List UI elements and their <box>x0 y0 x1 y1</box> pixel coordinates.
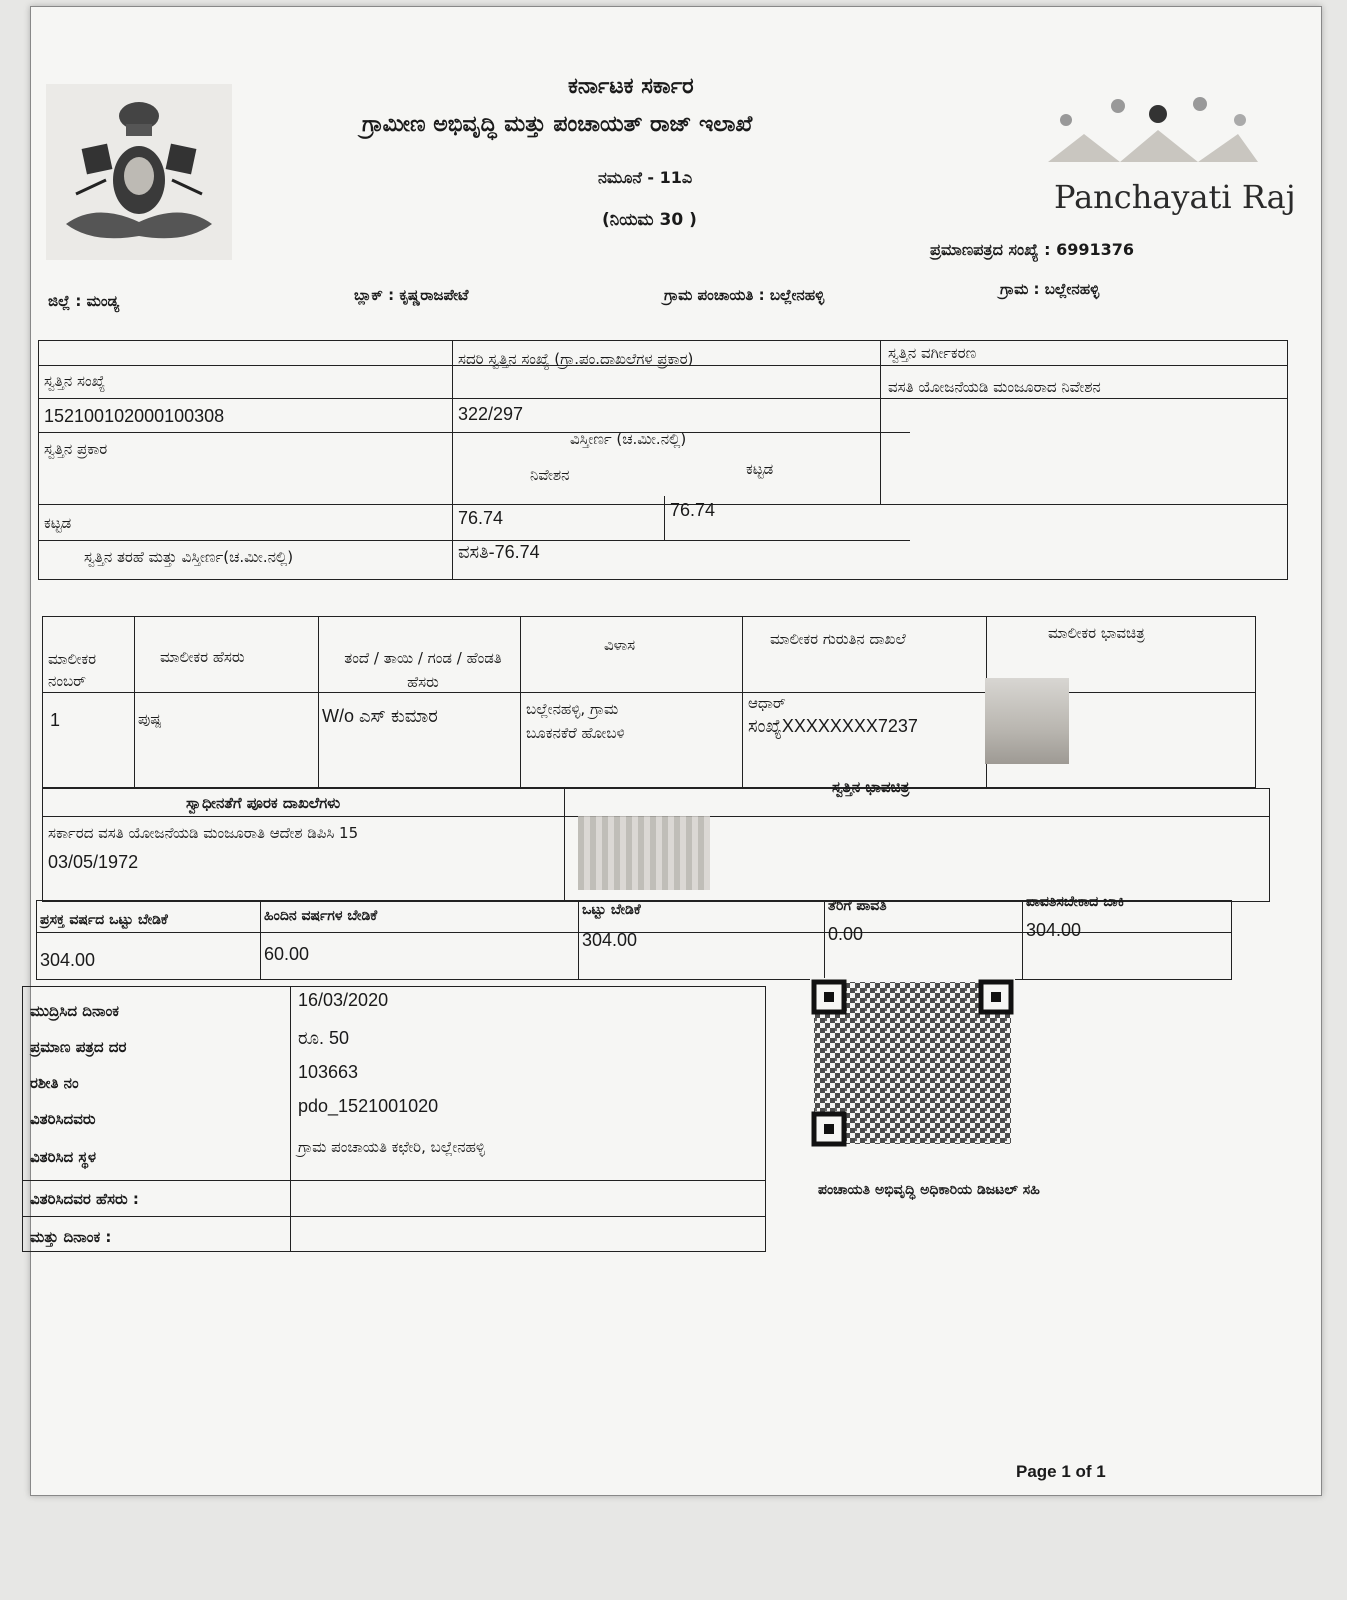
print-date-value: 16/03/2020 <box>298 990 389 1010</box>
gp-property-number-value: 322/297 <box>458 404 524 424</box>
relation-header: ತಂದೆ / ತಾಯಿ / ಗಂಡ / ಹೆಂಡತಿ ಹೆಸರು <box>344 649 502 691</box>
building-label: ಕಟ್ಟಡ <box>746 460 774 478</box>
certificate-fee-label: ಪ್ರಮಾಣ ಪತ್ರದ ದರ <box>30 1038 127 1056</box>
classification-value: ವಸತಿ ಯೋಜನೆಯಡಿ ಮಂಜೂರಾದ ನಿವೇಶನ <box>888 378 1101 396</box>
owner-number-header: ಮಾಲೀಕರ ನಂಬರ್ <box>48 650 97 690</box>
gov-title: ಕರ್ನಾಟಕ ಸರ್ಕಾರ <box>568 74 694 99</box>
issued-by-value: pdo_1521001020 <box>298 1096 439 1116</box>
property-table <box>38 340 1288 580</box>
photo-header: ಮಾಲೀಕರ ಭಾವಚಿತ್ರ <box>1048 624 1145 642</box>
receipt-number-value: 103663 <box>298 1062 359 1082</box>
balance-due-label: ಪಾವತಿಸಬೇಕಾದ ಬಾಕಿ <box>1026 894 1125 910</box>
owner-id-line1: ಆಧಾರ್ <box>748 694 786 712</box>
previous-years-demand-value: 60.00 <box>264 944 310 964</box>
address-header: ವಿಳಾಸ <box>604 636 636 654</box>
tax-paid-value: 0.00 <box>828 924 864 944</box>
classification-label: ಸ್ವತ್ತಿನ ವರ್ಗೀಕರಣ <box>888 344 977 362</box>
kind-area-value: ವಸತಿ-76.74 <box>458 542 540 562</box>
possession-docs-label: ಸ್ವಾಧೀನತೆಗೆ ಪೂರಕ ದಾಖಲೆಗಳು <box>186 794 341 812</box>
property-type-label: ಸ್ವತ್ತಿನ ಪ್ರಕಾರ <box>44 440 108 458</box>
karnataka-emblem <box>46 84 232 260</box>
form-name: ನಮೂನೆ - 11ಎ <box>598 168 693 187</box>
property-number-label: ಸ್ವತ್ತಿನ ಸಂಖ್ಯೆ <box>44 372 106 390</box>
issued-place-label: ವಿತರಿಸಿದ ಸ್ಥಳ <box>30 1148 97 1166</box>
property-photo-label: ಸ್ವತ್ತಿನ ಭಾವಚಿತ್ರ <box>832 778 910 796</box>
certificate-number: ಪ್ರಮಾಣಪತ್ರದ ಸಂಖ್ಯೆ : 6991376 <box>930 240 1135 259</box>
digital-signature-label: ಪಂಚಾಯತಿ ಅಭಿವೃದ್ಧಿ ಅಧಿಕಾರಿಯ ಡಿಜಟಲ್ ಸಹಿ <box>818 1182 1040 1198</box>
issued-by-label: ವಿತರಿಸಿದವರು <box>30 1110 96 1128</box>
print-date-label: ಮುದ್ರಿಸಿದ ದಿನಾಂಕ <box>30 1002 119 1020</box>
id-doc-header: ಮಾಲೀಕರ ಗುರುತಿನ ದಾಖಲೆ <box>770 630 906 648</box>
total-demand-value: 304.00 <box>582 930 638 950</box>
owner-name: ಪುಷ್ಪ <box>138 710 162 728</box>
total-demand-label: ಒಟ್ಟು ಬೇಡಿಕೆ <box>582 902 641 918</box>
receipt-number-label: ರಶೀತಿ ನಂ <box>30 1074 79 1092</box>
district: ಜಿಲ್ಲೆ : ಮಂಡ್ಯ <box>48 292 120 310</box>
rule-number: (ನಿಯಮ 30 ) <box>602 210 697 230</box>
village: ಗ್ರಾಮ : ಬಲ್ಲೇನಹಳ್ಳಿ <box>1000 280 1100 298</box>
certificate-fee-value: ರೂ. 50 <box>298 1028 350 1048</box>
site-area-value: 76.74 <box>458 508 504 528</box>
owner-photo <box>985 678 1069 764</box>
kind-area-label: ಸ್ವತ್ತಿನ ತರಹೆ ಮತ್ತು ವಿಸ್ತೀರ್ಣ(ಚ.ಮೀ.ನಲ್ಲಿ) <box>84 548 294 566</box>
tax-paid-label: ತೆರಿಗೆ ಪಾವತಿ <box>828 898 887 914</box>
qr-code <box>810 978 1015 1148</box>
area-label: ವಿಸ್ತೀರ್ಣ (ಚ.ಮೀ.ನಲ್ಲಿ) <box>570 430 687 448</box>
owner-id-line2: ಸಂಖ್ಯೆXXXXXXXX7237 <box>748 716 918 736</box>
gp-property-number-label: ಸದರಿ ಸ್ವತ್ತಿನ ಸಂಖ್ಯೆ (ಗ್ರಾ.ಪಂ.ದಾಖಲೆಗಳ ಪ್ರಕಾರ) <box>458 350 694 368</box>
site-label: ನಿವೇಶನ <box>530 466 570 484</box>
possession-doc-line1: ಸರ್ಕಾರದ ವಸತಿ ಯೋಜನೆಯಡಿ ಮಂಜೂರಾತಿ ಆದೇಶ ಡಿಪಿಸಿ 15 <box>48 824 359 842</box>
owner-address-line2: ಬೂಕನಕೆರೆ ಹೋಬಳಿ <box>526 724 625 742</box>
current-year-demand-value: 304.00 <box>40 950 96 970</box>
current-year-demand-label: ಪ್ರಸಕ್ತ ವರ್ಷದ ಒಟ್ಟು ಬೇಡಿಕೆ <box>40 912 168 928</box>
page-number: Page 1 of 1 <box>1016 1462 1106 1481</box>
panchayati-raj-text: Panchayati Raj <box>1054 178 1296 216</box>
previous-years-demand-label: ಹಿಂದಿನ ವರ್ಷಗಳ ಬೇಡಿಕೆ <box>264 908 378 924</box>
owner-number: 1 <box>50 710 61 730</box>
building-area-value: 76.74 <box>670 500 716 520</box>
dept-title: ಗ್ರಾಮೀಣ ಅಭಿವೃದ್ಧಿ ಮತ್ತು ಪಂಚಾಯತ್ ರಾಜ್ ಇಲಾಖೆ <box>362 112 753 137</box>
gram-panchayat: ಗ್ರಾಮ ಪಂಚಾಯತಿ : ಬಲ್ಲೇನಹಳ್ಳಿ <box>664 286 825 304</box>
owner-name-header: ಮಾಲೀಕರ ಹೆಸರು <box>160 648 245 666</box>
property-photo <box>578 816 710 890</box>
issue-table <box>22 986 766 1252</box>
possession-doc-line2: 03/05/1972 <box>48 852 139 872</box>
issuer-name-label: ವಿತರಿಸಿದವರ ಹೆಸರು : <box>30 1190 139 1208</box>
property-type-value: ಕಟ್ಟಡ <box>44 514 72 532</box>
and-date-label: ಮತ್ತು ದಿನಾಂಕ : <box>30 1228 112 1246</box>
balance-due-value: 304.00 <box>1026 920 1082 940</box>
property-number-value: 152100102000100308 <box>44 406 225 426</box>
issued-place-value: ಗ್ರಾಮ ಪಂಚಾಯತಿ ಕಛೇರಿ, ಬಲ್ಲೇನಹಳ್ಳಿ <box>298 1138 486 1156</box>
owner-relation: W/o ಎಸ್ ಕುಮಾರ <box>322 706 438 726</box>
block: ಬ್ಲಾಕ್ : ಕೃಷ್ಣರಾಜಪೇಟೆ <box>354 286 469 304</box>
owner-address-line1: ಬಲ್ಲೇನಹಳ್ಳಿ, ಗ್ರಾಮ <box>526 700 619 718</box>
